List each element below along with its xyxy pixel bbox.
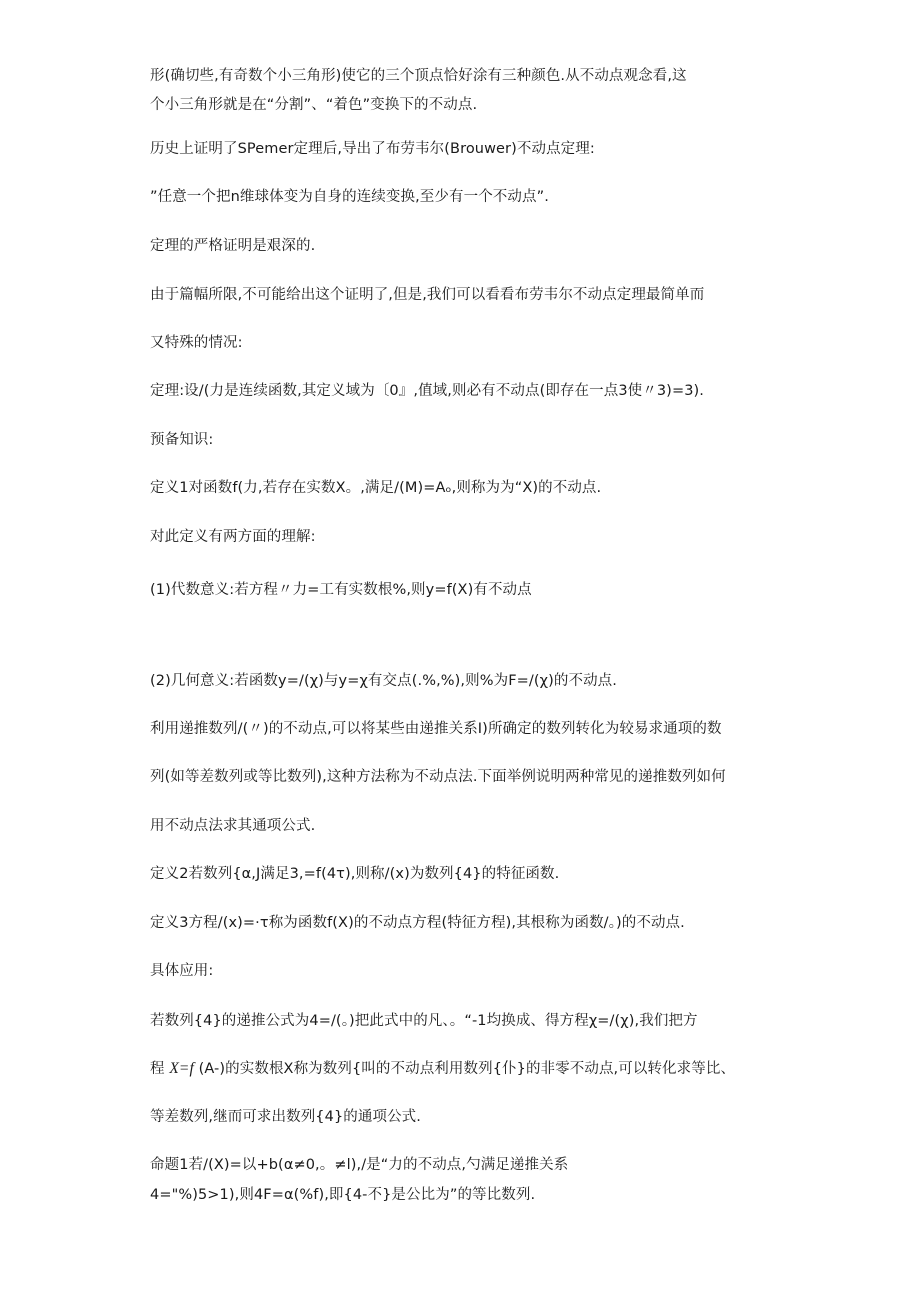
text-line: 对此定义有两方面的理解: [150,529,316,545]
formula-italic: X=f [169,1060,194,1077]
text-line: 定义2若数列{α,J满足3,=f(4τ),则称/(x)为数列{4}的特征函数. [150,866,560,882]
text-line: 预备知识: [150,432,214,448]
text-line: 利用递推数列/(〃)的不动点,可以将某些由递推关系I)所确定的数列转化为较易求通项的数 [150,721,722,737]
text-line: 定理:设/(力是连续函数,其定义域为〔0』,值域,则必有不动点(即存在一点3使〃3)=3). [150,383,704,399]
text-line: 定理的严格证明是艰深的. [150,238,316,254]
text-line: 历史上证明了SPemer定理后,导出了布劳韦尔(Brouwer)不动点定理: [150,141,595,157]
text-line: 又特殊的情况: [150,335,243,351]
text-line: ”任意一个把n维球体变为自身的连续变换,至少有一个不动点”. [150,189,549,205]
formula-prefix-text: 程 [150,1061,165,1077]
text-line: 等差数列,继而可求出数列{4}的通项公式. [150,1109,421,1125]
text-line: 命题1若/(X)=以+b(α≠0,。≠l),/是“力的不动点,勺满足递推关系 [150,1157,569,1173]
text-line: 定义3方程/(x)=·τ称为函数f(X)的不动点方程(特征方程),其根称为函数/。)的不动点. [150,915,685,931]
text-line: 个小三角形就是在“分割”、“着色”变换下的不动点. [150,97,478,113]
text-line: 形(确切些,有奇数个小三角形)使它的三个顶点恰好涂有三种颜色.从不动点观念看,这 [150,68,687,84]
text-line: 4="%)5>1),则4F=α(%f),即{4-不}是公比为”的等比数列. [150,1187,536,1203]
text-line: 由于篇幅所限,不可能给出这个证明了,但是,我们可以看看布劳韦尔不动点定理最简单而 [150,287,705,303]
text-line: (1)代数意义:若方程〃力=工有实数根%,则y=f(X)有不动点 [150,582,532,598]
text-line [150,1059,790,1079]
formula-rest-text: (A-)的实数根X称为数列{叫的不动点利用数列{仆}的非零不动点,可以转化求等比、 [198,1061,736,1077]
text-line: 具体应用: [150,963,214,979]
text-line: 用不动点法求其通项公式. [150,818,316,834]
text-line: 若数列{4}的递推公式为4=/(。)把此式中的凡、。“-1均换成、得方程χ=/(χ),我们把方 [150,1013,698,1029]
text-line: 列(如等差数列或等比数列),这种方法称为不动点法.下面举例说明两种常见的递推数列如何 [150,769,726,785]
text-line: 定义1对函数f(力,若存在实数X。,满足/(M)=Aₒ,则称为为“X)的不动点. [150,480,602,496]
text-line: (2)几何意义:若函数y=/(χ)与y=χ有交点(.%,%),则%为F=/(χ)的不动点. [150,673,617,689]
